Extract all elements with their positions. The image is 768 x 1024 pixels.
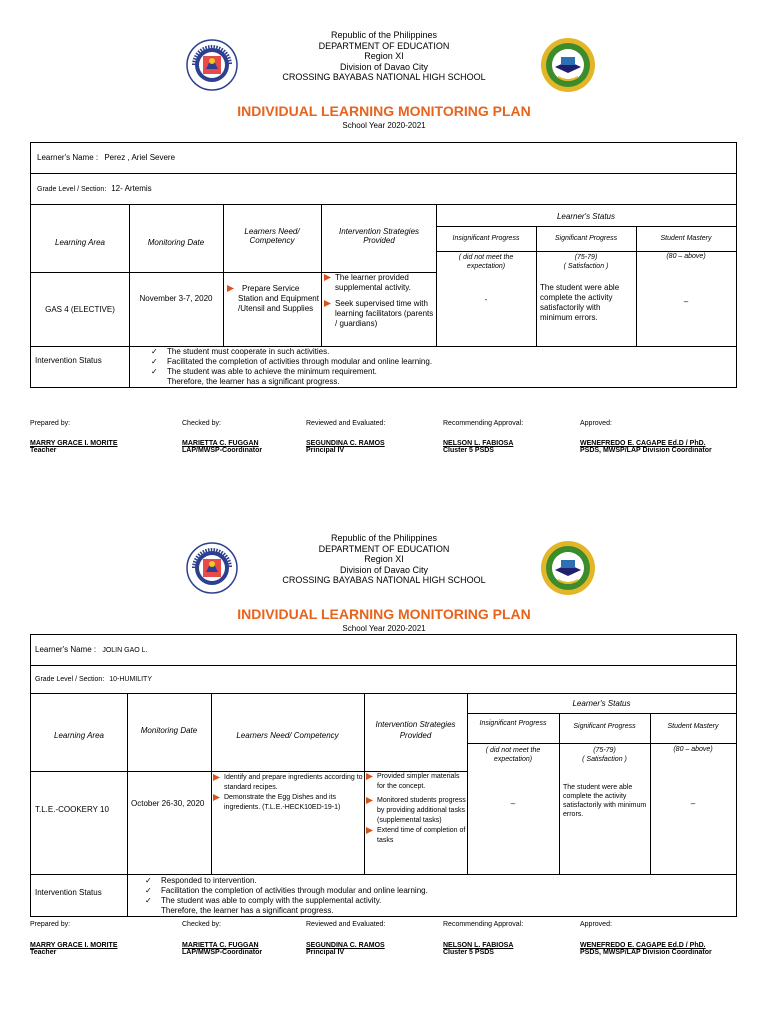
learning-area-value: GAS 4 (ELECTIVE) bbox=[45, 305, 115, 314]
strategy-item: Monitored students progress by providing additional tasks (supplemental tasks) bbox=[366, 796, 466, 826]
col-significant: Significant Progress bbox=[554, 235, 618, 242]
school-line: CROSSING BAYABAS NATIONAL HIGH SCHOOL bbox=[282, 72, 486, 82]
recommending-role: Cluster 5 PSDS bbox=[443, 949, 494, 956]
grade-section-value: 12- Artemis bbox=[111, 184, 152, 193]
checked-label: Checked by: bbox=[182, 921, 221, 928]
col-learners-need: Learners Need/ Competency bbox=[244, 227, 300, 245]
checked-signatory bbox=[182, 440, 262, 454]
grade-section-row bbox=[37, 184, 152, 193]
significant-range-value: (75-79) bbox=[593, 747, 616, 754]
checked-role: LAP/MWSP-Coordinator bbox=[182, 447, 263, 454]
need-item: Identify and prepare ingredients according to standard recipes. bbox=[213, 773, 363, 793]
need-item: Prepare Service Station and Equipment /Utensil and Supplies bbox=[227, 284, 319, 314]
learner-name-value: JOLIN GAO L. bbox=[102, 647, 148, 654]
plan-table bbox=[30, 634, 737, 917]
significant-range-note: ( Satisfaction ) bbox=[563, 263, 609, 270]
plan-sheet-1 bbox=[0, 0, 768, 470]
school-year: School Year 2020-2021 bbox=[342, 121, 426, 130]
recommending-label: Recommending Approval: bbox=[443, 921, 524, 928]
monitoring-date-value: October 26-30, 2020 bbox=[131, 799, 205, 808]
need-item: Demonstrate the Egg Dishes and its ingredients. (T.L.E.-HECK10ED-19-1) bbox=[213, 793, 363, 813]
learner-name-row bbox=[35, 645, 147, 654]
strategy-item: Extend time of completion of tasks bbox=[366, 826, 466, 846]
republic-line: Republic of the Philippines bbox=[330, 533, 438, 543]
learning-area-value: T.L.E.-COOKERY 10 bbox=[35, 805, 109, 814]
reviewed-label: Reviewed and Evaluated: bbox=[306, 420, 386, 427]
mastery-range: (80 – above) bbox=[666, 253, 706, 260]
prepared-signatory bbox=[30, 942, 118, 956]
reviewed-name: SEGUNDINA C. RAMOS bbox=[306, 942, 385, 949]
plan-sheet-2 bbox=[0, 503, 768, 973]
status-item: Therefore, the learner has a significant progress. bbox=[167, 377, 340, 386]
arrow-bullet-icon bbox=[366, 797, 373, 804]
page-title: INDIVIDUAL LEARNING MONITORING PLAN bbox=[237, 606, 531, 622]
region-line: Region XI bbox=[364, 51, 404, 61]
learner-name-label: Learner's Name : bbox=[35, 645, 97, 654]
arrow-bullet-icon bbox=[324, 300, 331, 307]
recommending-name: NELSON L. FABIOSA bbox=[443, 942, 514, 949]
approved-signatory bbox=[580, 440, 712, 454]
col-learners-status: Learner's Status bbox=[556, 212, 615, 221]
learner-name-value: Perez , Ariel Severe bbox=[104, 153, 176, 162]
col-learning-area: Learning Area bbox=[55, 238, 105, 247]
recommending-signatory bbox=[443, 942, 513, 956]
checkmark-icon: ✓ bbox=[145, 886, 152, 895]
division-line: Division of Davao City bbox=[339, 61, 429, 72]
col-learning-area: Learning Area bbox=[54, 731, 104, 740]
reviewed-name: SEGUNDINA C. RAMOS bbox=[306, 440, 385, 447]
reviewed-role: Principal IV bbox=[306, 949, 345, 956]
deped-seal-icon bbox=[186, 39, 238, 91]
deped-seal-icon bbox=[186, 542, 238, 594]
checked-name: MARIETTA C. FUGGAN bbox=[182, 942, 259, 949]
status-item: ✓ The student was able to achieve the minimum requirement. bbox=[151, 367, 377, 376]
grade-section-label: Grade Level / Section: bbox=[35, 676, 105, 683]
significant-range-note: ( Satisfaction ) bbox=[582, 756, 627, 763]
status-item: ✓ The student must cooperate in such activities. bbox=[151, 347, 330, 356]
school-line: CROSSING BAYABAS NATIONAL HIGH SCHOOL bbox=[282, 575, 486, 585]
arrow-bullet-icon bbox=[324, 274, 331, 281]
approved-role: PSDS, MWSP/LAP Division Coordinator bbox=[580, 447, 712, 454]
checkmark-icon: ✓ bbox=[145, 896, 152, 905]
division-line: Division of Davao City bbox=[339, 564, 429, 575]
col-significant: Significant Progress bbox=[573, 723, 636, 730]
col-intervention: Intervention Strategies Provided bbox=[338, 227, 420, 245]
significant-value: The student were able complete the activity satisfactorily with minimum errors. bbox=[563, 784, 647, 818]
significant-range bbox=[536, 253, 636, 271]
reviewed-label: Reviewed and Evaluated: bbox=[306, 921, 386, 928]
col-mastery: Student Mastery bbox=[667, 723, 719, 730]
col-insignificant: Insignificant Progress bbox=[479, 720, 547, 727]
significant-value: The student were able complete the activity satisfactorily with minimum errors. bbox=[540, 283, 620, 322]
col-monitoring-date: Monitoring Date bbox=[147, 238, 205, 247]
recommending-signatory bbox=[443, 440, 513, 454]
arrow-bullet-icon bbox=[213, 794, 220, 801]
checked-label: Checked by: bbox=[182, 420, 221, 427]
approved-name: WENEFREDO E. CAGAPE Ed.D / PhD. bbox=[580, 942, 706, 949]
insignificant-range: ( did not meet the expectation) bbox=[485, 747, 541, 763]
mastery-value: – bbox=[690, 799, 696, 808]
significant-range-value: (75-79) bbox=[574, 254, 598, 261]
insignificant-value: – bbox=[510, 799, 516, 808]
approved-role: PSDS, MWSP/LAP Division Coordinator bbox=[580, 949, 712, 956]
approved-label: Approved: bbox=[580, 921, 612, 928]
intervention-status-label: Intervention Status bbox=[35, 356, 102, 365]
arrow-bullet-icon bbox=[366, 827, 373, 834]
status-item: ✓ Facilitation the completion of activities through modular and online learning. bbox=[145, 886, 428, 895]
department-line: DEPARTMENT OF EDUCATION bbox=[318, 543, 450, 554]
recommending-role: Cluster 5 PSDS bbox=[443, 447, 494, 454]
recommending-label: Recommending Approval: bbox=[443, 420, 524, 427]
region-line: Region XI bbox=[364, 554, 404, 564]
grade-section-value: 10-HUMILITY bbox=[109, 676, 153, 683]
arrow-bullet-icon bbox=[227, 285, 234, 292]
checkmark-icon: ✓ bbox=[151, 347, 158, 356]
prepared-name: MARRY GRACE I. MORITE bbox=[30, 440, 118, 447]
reviewed-signatory bbox=[306, 942, 385, 956]
learner-name-label: Learner's Name : bbox=[37, 153, 99, 162]
col-mastery: Student Mastery bbox=[660, 235, 712, 242]
checked-role: LAP/MWSP-Coordinator bbox=[182, 949, 263, 956]
strategy-item: Seek supervised time with learning facilitators (parents / guardians) bbox=[324, 299, 434, 329]
grade-section-label: Grade Level / Section: bbox=[37, 186, 107, 193]
grade-section-row bbox=[35, 676, 152, 683]
approved-label: Approved: bbox=[580, 420, 612, 427]
strategies-list bbox=[324, 273, 434, 329]
plan-table bbox=[30, 142, 737, 388]
col-intervention: Intervention Strategies Provided bbox=[375, 720, 456, 740]
needs-list bbox=[213, 773, 363, 813]
insignificant-value: - bbox=[484, 295, 488, 304]
prepared-name: MARRY GRACE I. MORITE bbox=[30, 942, 118, 949]
prepared-label: Prepared by: bbox=[30, 420, 71, 427]
intervention-status-list bbox=[143, 876, 428, 916]
mastery-range: (80 – above) bbox=[673, 746, 713, 753]
department-line: DEPARTMENT OF EDUCATION bbox=[318, 40, 450, 51]
monitoring-date-value: November 3-7, 2020 bbox=[139, 294, 213, 303]
needs-list bbox=[227, 284, 319, 314]
page-title: INDIVIDUAL LEARNING MONITORING PLAN bbox=[237, 103, 531, 119]
strategy-item: Provided simpler materials for the concept. bbox=[366, 772, 466, 792]
intervention-status-list bbox=[149, 347, 432, 387]
reviewed-role: Principal IV bbox=[306, 447, 345, 454]
prepared-role: Teacher bbox=[30, 447, 57, 454]
arrow-bullet-icon bbox=[366, 773, 373, 780]
col-monitoring-date: Monitoring Date bbox=[140, 726, 198, 735]
mastery-value: – bbox=[683, 297, 689, 306]
prepared-label: Prepared by: bbox=[30, 921, 71, 928]
strategies-list bbox=[366, 772, 466, 846]
school-year: School Year 2020-2021 bbox=[342, 624, 426, 633]
approved-name: WENEFREDO E. CAGAPE Ed.D / PhD. bbox=[580, 440, 706, 447]
prepared-signatory bbox=[30, 440, 118, 454]
strategy-item: The learner provided supplemental activity. bbox=[324, 273, 434, 293]
status-item: ✓ The student was able to comply with the supplemental activity. bbox=[145, 896, 382, 905]
intervention-status-label: Intervention Status bbox=[35, 888, 102, 897]
republic-line: Republic of the Philippines bbox=[330, 30, 438, 40]
checkmark-icon: ✓ bbox=[145, 876, 152, 885]
checkmark-icon: ✓ bbox=[151, 357, 158, 366]
checkmark-icon: ✓ bbox=[151, 367, 158, 376]
significant-range bbox=[559, 746, 650, 764]
insignificant-range: ( did not meet the expectation) bbox=[458, 254, 514, 270]
learner-name-row bbox=[37, 153, 175, 162]
status-item: ✓ Responded to intervention. bbox=[145, 876, 257, 885]
approved-signatory bbox=[580, 942, 712, 956]
checked-signatory bbox=[182, 942, 262, 956]
col-insignificant: Insignificant Progress bbox=[452, 235, 520, 242]
prepared-role: Teacher bbox=[30, 949, 57, 956]
col-learners-status: Learner's Status bbox=[572, 699, 631, 708]
checked-name: MARIETTA C. FUGGAN bbox=[182, 440, 259, 447]
status-item: ✓ Facilitated the completion of activities through modular and online learning. bbox=[151, 357, 433, 366]
school-seal-icon bbox=[540, 540, 596, 596]
recommending-name: NELSON L. FABIOSA bbox=[443, 440, 514, 447]
school-seal-icon bbox=[540, 37, 596, 93]
status-item: Therefore, the learner has a significant progress. bbox=[161, 906, 334, 915]
col-learners-need: Learners Need/ Competency bbox=[236, 731, 339, 740]
reviewed-signatory bbox=[306, 440, 385, 454]
arrow-bullet-icon bbox=[213, 774, 220, 781]
